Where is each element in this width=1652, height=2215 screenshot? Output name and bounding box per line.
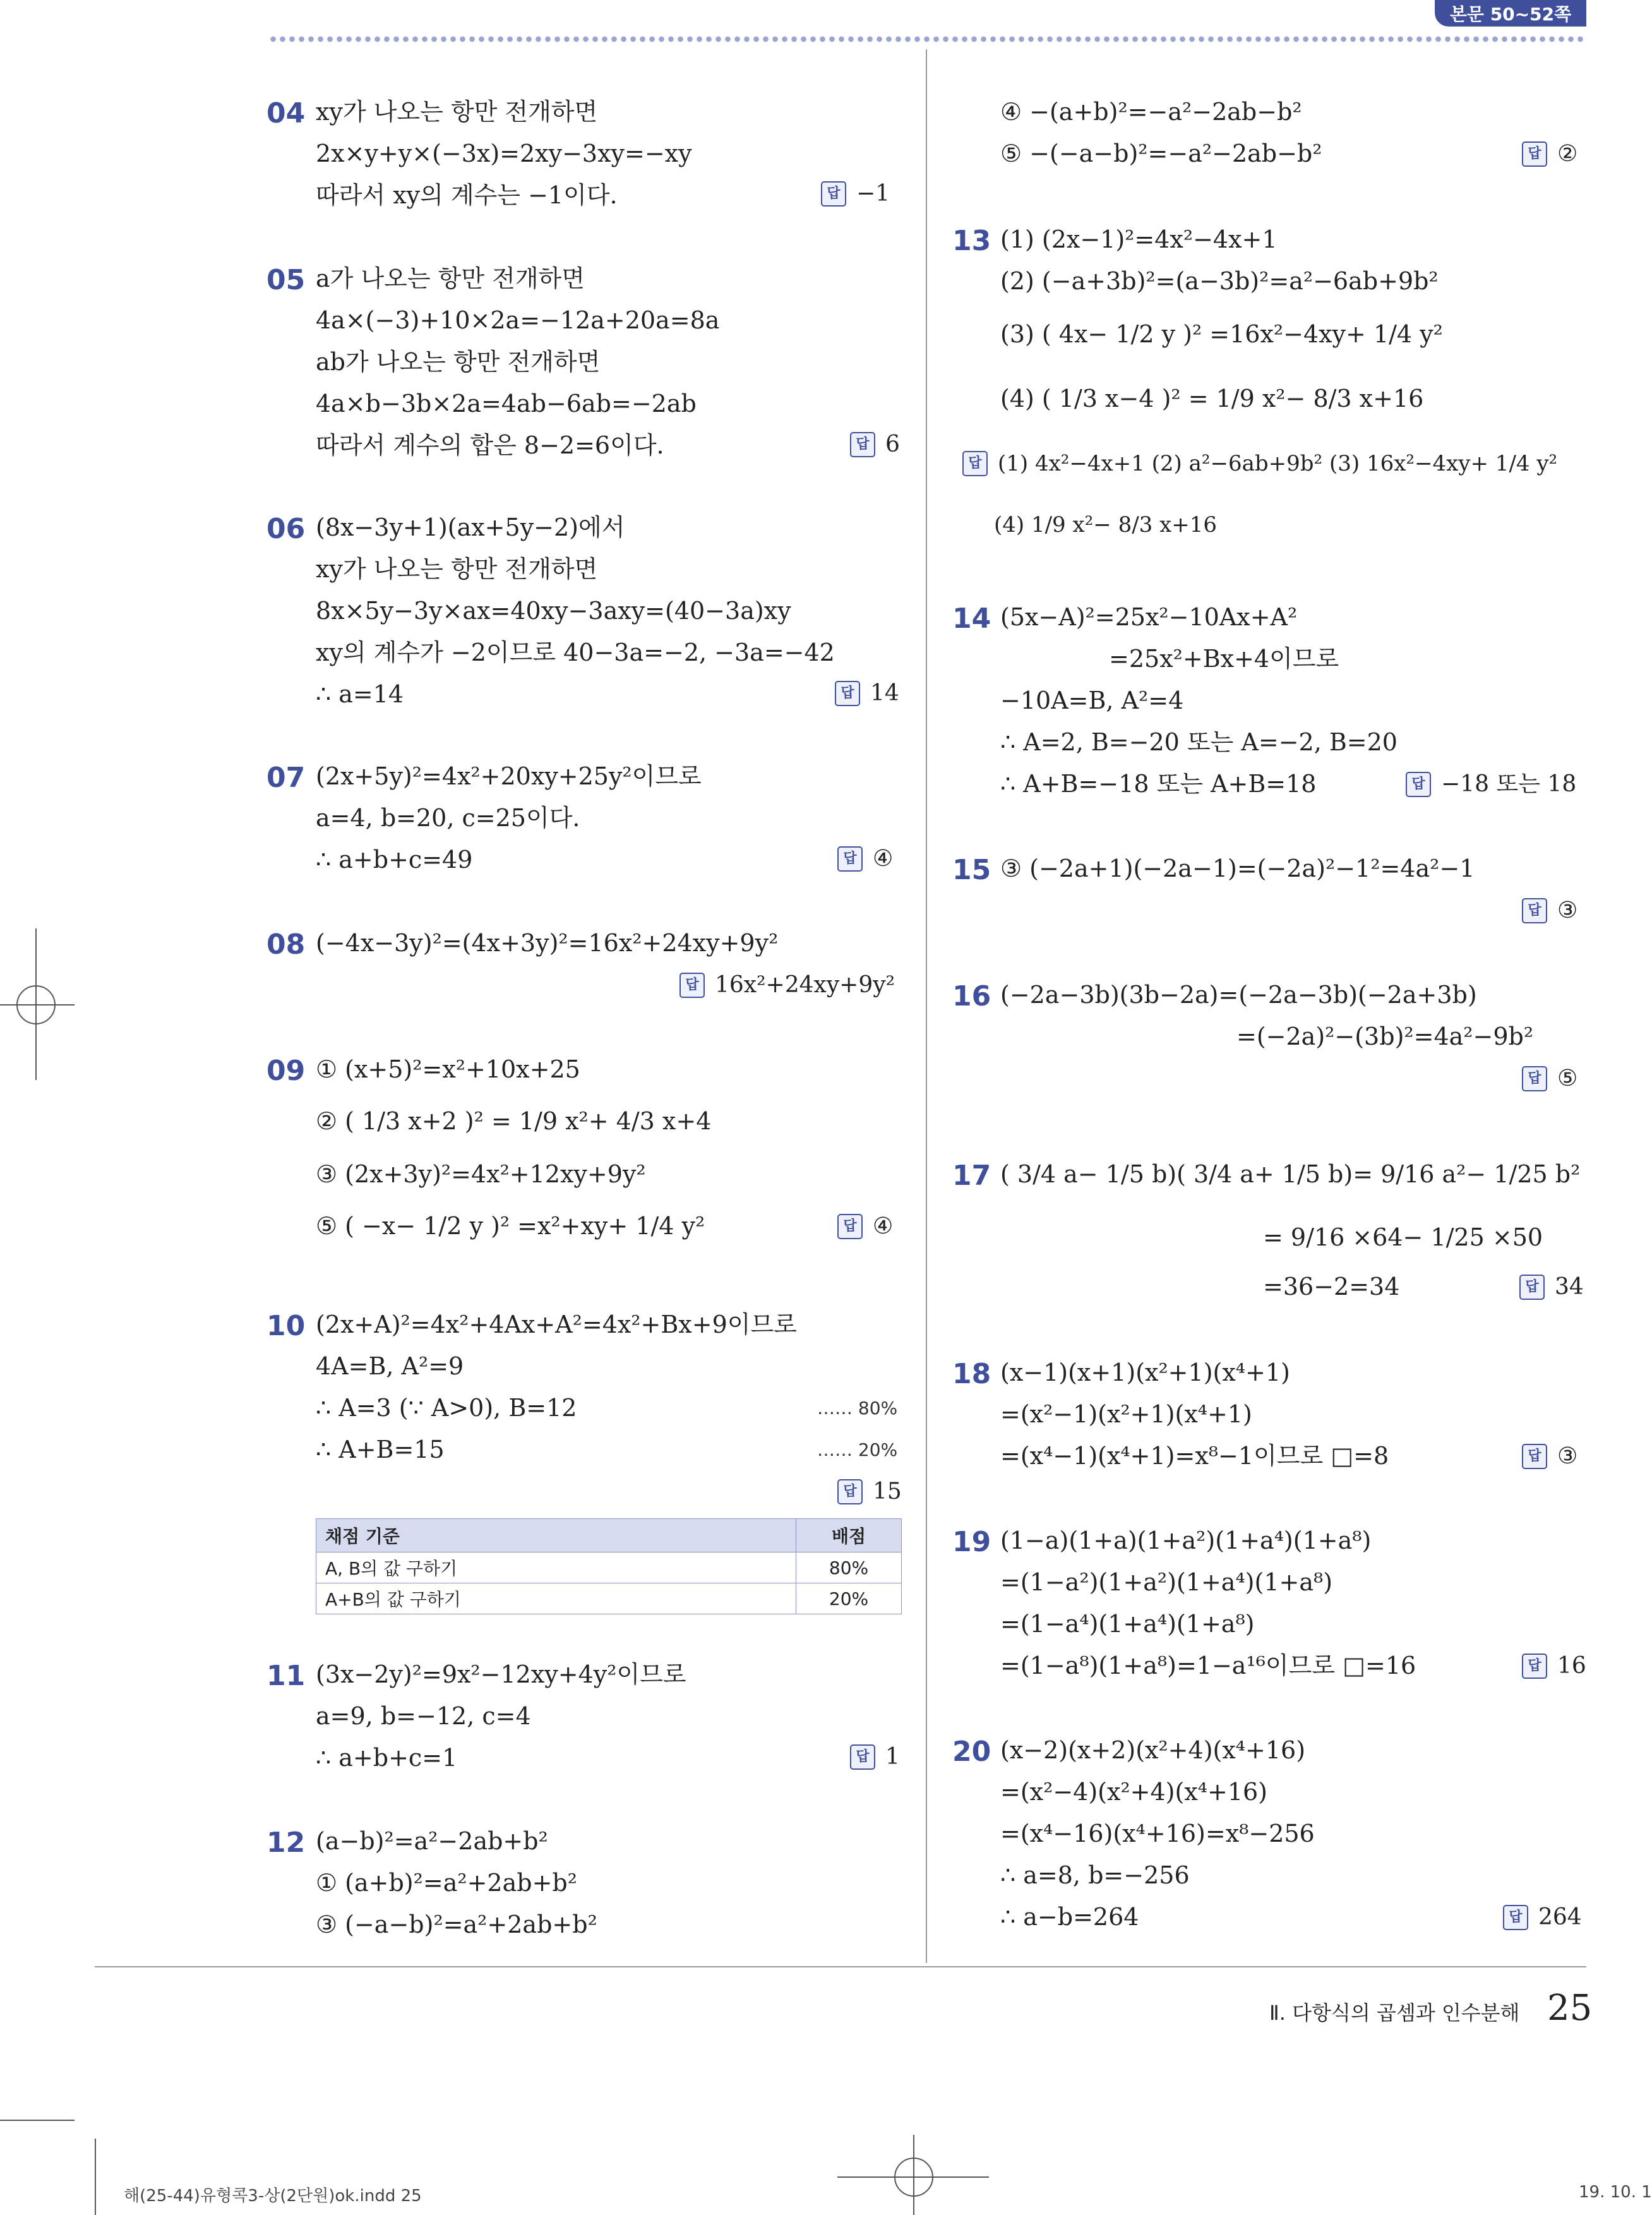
answer-icon: 답 bbox=[850, 432, 875, 457]
solution-line: xy의 계수가 −2이므로 40−3a=−2, −3a=−42 bbox=[316, 639, 835, 666]
answer-06 bbox=[835, 681, 899, 706]
solution-line: (2) (−a+3b)²=(a−3b)²=a²−6ab+9b² bbox=[1000, 267, 1439, 295]
solution-line: 4a×(−3)+10×2a=−12a+20a=8a bbox=[316, 306, 720, 334]
solution-line: ④ −(a+b)²=−a²−2ab−b² bbox=[1000, 98, 1302, 126]
answer-15 bbox=[1522, 898, 1577, 923]
footer-rule bbox=[95, 1966, 1586, 1967]
table-header: 채점 기준 bbox=[316, 1519, 796, 1552]
solution-line: (1−a)(1+a)(1+a²)(1+a⁴)(1+a⁸) bbox=[1000, 1527, 1372, 1554]
problem-number-15: 15 bbox=[952, 854, 991, 886]
problem-number-19: 19 bbox=[952, 1526, 991, 1558]
solution-line: 2x×y+y×(−3x)=2xy−3xy=−xy bbox=[316, 140, 692, 167]
solution-line: ③ (−a−b)²=a²+2ab+b² bbox=[316, 1911, 597, 1938]
answer-icon: 답 bbox=[1503, 1905, 1528, 1930]
solution-line: ③ (−2a+1)(−2a−1)=(−2a)²−1²=4a²−1 bbox=[1000, 855, 1475, 882]
answer-10 bbox=[837, 1479, 902, 1504]
answer-value: ④ bbox=[873, 1213, 894, 1239]
answer-value: 264 bbox=[1538, 1904, 1582, 1930]
problem-number-10: 10 bbox=[266, 1310, 306, 1342]
solution-line: (2x+5y)²=4x²+20xy+25y²이므로 bbox=[316, 762, 702, 790]
problem-number-07: 07 bbox=[266, 762, 306, 794]
answer-value: −18 또는 18 bbox=[1441, 771, 1577, 797]
page-reference-tag: 본문 50~52쪽 bbox=[1435, 0, 1586, 27]
answer-value: 1 bbox=[885, 1744, 900, 1770]
answer-16 bbox=[1522, 1066, 1577, 1091]
crop-mark bbox=[0, 2120, 75, 2121]
answer-12 bbox=[1522, 141, 1577, 167]
answer-09 bbox=[837, 1214, 893, 1239]
chapter-title: Ⅱ. 다항식의 곱셈과 인수분해 bbox=[1269, 2001, 1520, 2025]
answer-value: 15 bbox=[873, 1479, 902, 1504]
solution-line: 4a×b−3b×2a=4ab−6ab=−2ab bbox=[316, 390, 697, 417]
solution-line: (a−b)²=a²−2ab+b² bbox=[316, 1827, 548, 1855]
answer-18 bbox=[1522, 1444, 1577, 1469]
solution-line: ② ( 1/3 x+2 )² = 1/9 x²+ 4/3 x+4 bbox=[316, 1107, 712, 1135]
solution-line: (−2a−3b)(3b−2a)=(−2a−3b)(−2a+3b) bbox=[1000, 981, 1477, 1009]
problem-number-12: 12 bbox=[266, 1827, 306, 1859]
answer-icon: 답 bbox=[835, 681, 860, 706]
solution-line: ∴ a−b=264 bbox=[1000, 1903, 1139, 1931]
solution-line: 따라서 계수의 합은 8−2=6이다. bbox=[316, 431, 664, 459]
solution-line: = 9/16 ×64− 1/25 ×50 bbox=[1263, 1223, 1543, 1251]
answer-icon: 답 bbox=[821, 181, 846, 207]
table-cell: 20% bbox=[796, 1583, 902, 1614]
solution-line: ∴ a+b+c=49 bbox=[316, 846, 473, 873]
problem-number-08: 08 bbox=[266, 928, 306, 961]
answer-11 bbox=[850, 1744, 900, 1770]
solution-line: =(x²−1)(x²+1)(x⁴+1) bbox=[1000, 1400, 1252, 1428]
solution-line: 따라서 xy의 계수는 −1이다. bbox=[316, 181, 618, 209]
answer-value: 6 bbox=[885, 431, 900, 457]
score-percent: …… 80% bbox=[817, 1398, 898, 1419]
answer-value: ② bbox=[1557, 141, 1578, 167]
answer-20 bbox=[1503, 1905, 1582, 1930]
problem-number-06: 06 bbox=[266, 513, 306, 545]
answer-value: (1) 4x²−4x+1 (2) a²−6ab+9b² (3) 16x²−4xy+ 1/4 y² bbox=[998, 451, 1558, 476]
registration-mark bbox=[894, 2158, 933, 2197]
table-cell: A+B의 값 구하기 bbox=[316, 1583, 796, 1614]
table-row bbox=[316, 1583, 902, 1614]
solution-line: ∴ A=2, B=−20 또는 A=−2, B=20 bbox=[1000, 728, 1398, 756]
solution-line: (5x−A)²=25x²−10Ax+A² bbox=[1000, 603, 1298, 631]
solution-line: a가 나오는 항만 전개하면 bbox=[316, 265, 585, 292]
page-number: 25 bbox=[1547, 1988, 1593, 2029]
answer-value: 14 bbox=[870, 680, 899, 706]
problem-number-13: 13 bbox=[952, 225, 991, 257]
solution-line: (1) (2x−1)²=4x²−4x+1 bbox=[1000, 225, 1278, 253]
crop-mark bbox=[95, 2139, 96, 2215]
answer-icon: 답 bbox=[837, 1214, 863, 1239]
solution-line: =(x⁴−1)(x⁴+1)=x⁸−1이므로 □=8 bbox=[1000, 1442, 1389, 1470]
solution-line: 4A=B, A²=9 bbox=[316, 1352, 464, 1380]
answer-icon: 답 bbox=[837, 846, 863, 872]
solution-line: =(1−a⁴)(1+a⁴)(1+a⁸) bbox=[1000, 1610, 1255, 1638]
answer-17 bbox=[1519, 1275, 1584, 1300]
answer-value: 16x²+24xy+9y² bbox=[715, 972, 895, 998]
solution-line: =(1−a²)(1+a²)(1+a⁴)(1+a⁸) bbox=[1000, 1568, 1333, 1596]
solution-line: xy가 나오는 항만 전개하면 bbox=[316, 555, 598, 583]
answer-value: ④ bbox=[873, 846, 894, 872]
answer-value: ⑤ bbox=[1557, 1065, 1578, 1091]
answer-19 bbox=[1522, 1654, 1586, 1679]
solution-line: =(1−a⁸)(1+a⁸)=1−a¹⁶이므로 □=16 bbox=[1000, 1652, 1416, 1679]
solution-line: =(−2a)²−(3b)²=4a²−9b² bbox=[1236, 1023, 1534, 1050]
answer-icon: 답 bbox=[1522, 1066, 1547, 1091]
solution-line: ∴ a+b+c=1 bbox=[316, 1744, 458, 1772]
problem-number-09: 09 bbox=[266, 1055, 306, 1087]
solution-line: ① (x+5)²=x²+10x+25 bbox=[316, 1055, 580, 1083]
answer-14 bbox=[1406, 772, 1576, 797]
scoring-table bbox=[316, 1518, 902, 1614]
file-date: 19. 10. 1 bbox=[1579, 2183, 1652, 2202]
registration-mark bbox=[16, 985, 56, 1024]
solution-line: =25x²+Bx+4이므로 bbox=[1109, 645, 1339, 673]
solution-line: ∴ a=14 bbox=[316, 680, 404, 708]
problem-number-20: 20 bbox=[952, 1736, 991, 1768]
answer-07 bbox=[837, 846, 893, 872]
solution-line: (2x+A)²=4x²+4Ax+A²=4x²+Bx+9이므로 bbox=[316, 1311, 797, 1338]
solution-line: ⑤ −(−a−b)²=−a²−2ab−b² bbox=[1000, 140, 1322, 167]
solution-line: (8x−3y+1)(ax+5y−2)에서 bbox=[316, 513, 625, 541]
problem-number-04: 04 bbox=[266, 97, 306, 129]
solution-line: (3) ( 4x− 1/2 y )² =16x²−4xy+ 1/4 y² bbox=[1000, 320, 1443, 348]
solution-line: ∴ A=3 (∵ A>0), B=12 bbox=[316, 1394, 577, 1422]
solution-line: =(x²−4)(x²+4)(x⁴+16) bbox=[1000, 1778, 1268, 1806]
solution-line: ∴ A+B=−18 또는 A+B=18 bbox=[1000, 770, 1317, 798]
problem-number-11: 11 bbox=[266, 1660, 306, 1692]
solution-line: (x−1)(x+1)(x²+1)(x⁴+1) bbox=[1000, 1359, 1290, 1386]
answer-value: −1 bbox=[856, 181, 890, 207]
answer-13-continued: (4) 1/9 x²− 8/3 x+16 bbox=[994, 512, 1218, 537]
solution-line: ③ (2x+3y)²=4x²+12xy+9y² bbox=[316, 1160, 646, 1188]
problem-number-17: 17 bbox=[952, 1160, 991, 1192]
solution-line: (4) ( 1/3 x−4 )² = 1/9 x²− 8/3 x+16 bbox=[1000, 385, 1424, 412]
answer-icon: 답 bbox=[1519, 1275, 1545, 1300]
problem-number-18: 18 bbox=[952, 1358, 991, 1390]
solution-line: a=9, b=−12, c=4 bbox=[316, 1702, 531, 1730]
solution-line: xy가 나오는 항만 전개하면 bbox=[316, 98, 598, 126]
solution-line: −10A=B, A²=4 bbox=[1000, 687, 1184, 714]
solution-line: (−4x−3y)²=(4x+3y)²=16x²+24xy+9y² bbox=[316, 929, 779, 957]
solution-line: (x−2)(x+2)(x²+4)(x⁴+16) bbox=[1000, 1736, 1306, 1764]
answer-icon: 답 bbox=[962, 451, 988, 476]
solution-line: ∴ a=8, b=−256 bbox=[1000, 1861, 1190, 1889]
answer-icon: 답 bbox=[679, 973, 705, 998]
answer-icon: 답 bbox=[837, 1479, 863, 1504]
solution-line: ∴ A+B=15 bbox=[316, 1436, 445, 1463]
answer-value: 16 bbox=[1557, 1653, 1586, 1679]
answer-icon: 답 bbox=[1406, 772, 1431, 797]
file-name: 해(25-44)유형콕3-상(2단원)ok.indd 25 bbox=[124, 2187, 422, 2206]
answer-value: 34 bbox=[1555, 1274, 1584, 1300]
problem-number-05: 05 bbox=[266, 264, 306, 296]
answer-08 bbox=[679, 973, 895, 998]
solution-line: ab가 나오는 항만 전개하면 bbox=[316, 348, 601, 376]
answer-icon: 답 bbox=[850, 1744, 875, 1770]
answer-icon: 답 bbox=[1522, 141, 1547, 167]
solution-line: ⑤ ( −x− 1/2 y )² =x²+xy+ 1/4 y² bbox=[316, 1212, 705, 1240]
table-cell: 80% bbox=[796, 1552, 902, 1583]
answer-icon: 답 bbox=[1522, 1444, 1547, 1469]
answer-13 bbox=[962, 451, 1557, 476]
table-row bbox=[316, 1552, 902, 1583]
answer-04 bbox=[821, 181, 890, 207]
solution-line: 8x×5y−3y×ax=40xy−3axy=(40−3a)xy bbox=[316, 597, 791, 625]
problem-number-16: 16 bbox=[952, 980, 991, 1012]
header-dotted-line bbox=[268, 35, 1586, 43]
table-header-row bbox=[316, 1519, 902, 1552]
solution-line: a=4, b=20, c=25이다. bbox=[316, 804, 580, 832]
answer-value: ③ bbox=[1557, 897, 1578, 923]
solution-line: =(x⁴−16)(x⁴+16)=x⁸−256 bbox=[1000, 1820, 1315, 1847]
score-percent: …… 20% bbox=[817, 1439, 898, 1460]
table-cell: A, B의 값 구하기 bbox=[316, 1552, 796, 1583]
table-header: 배점 bbox=[796, 1519, 902, 1552]
answer-icon: 답 bbox=[1522, 898, 1547, 923]
solution-line: ( 3/4 a− 1/5 b)( 3/4 a+ 1/5 b)= 9/16 a²− 1/25 b² bbox=[1000, 1160, 1581, 1188]
answer-05 bbox=[850, 432, 900, 457]
problem-number-14: 14 bbox=[952, 603, 991, 635]
answer-icon: 답 bbox=[1522, 1654, 1547, 1679]
solution-line: =36−2=34 bbox=[1263, 1273, 1400, 1300]
solution-line: ① (a+b)²=a²+2ab+b² bbox=[316, 1869, 577, 1897]
solution-line: (3x−2y)²=9x²−12xy+4y²이므로 bbox=[316, 1660, 686, 1688]
answer-value: ③ bbox=[1557, 1443, 1578, 1469]
column-divider bbox=[926, 49, 927, 1963]
